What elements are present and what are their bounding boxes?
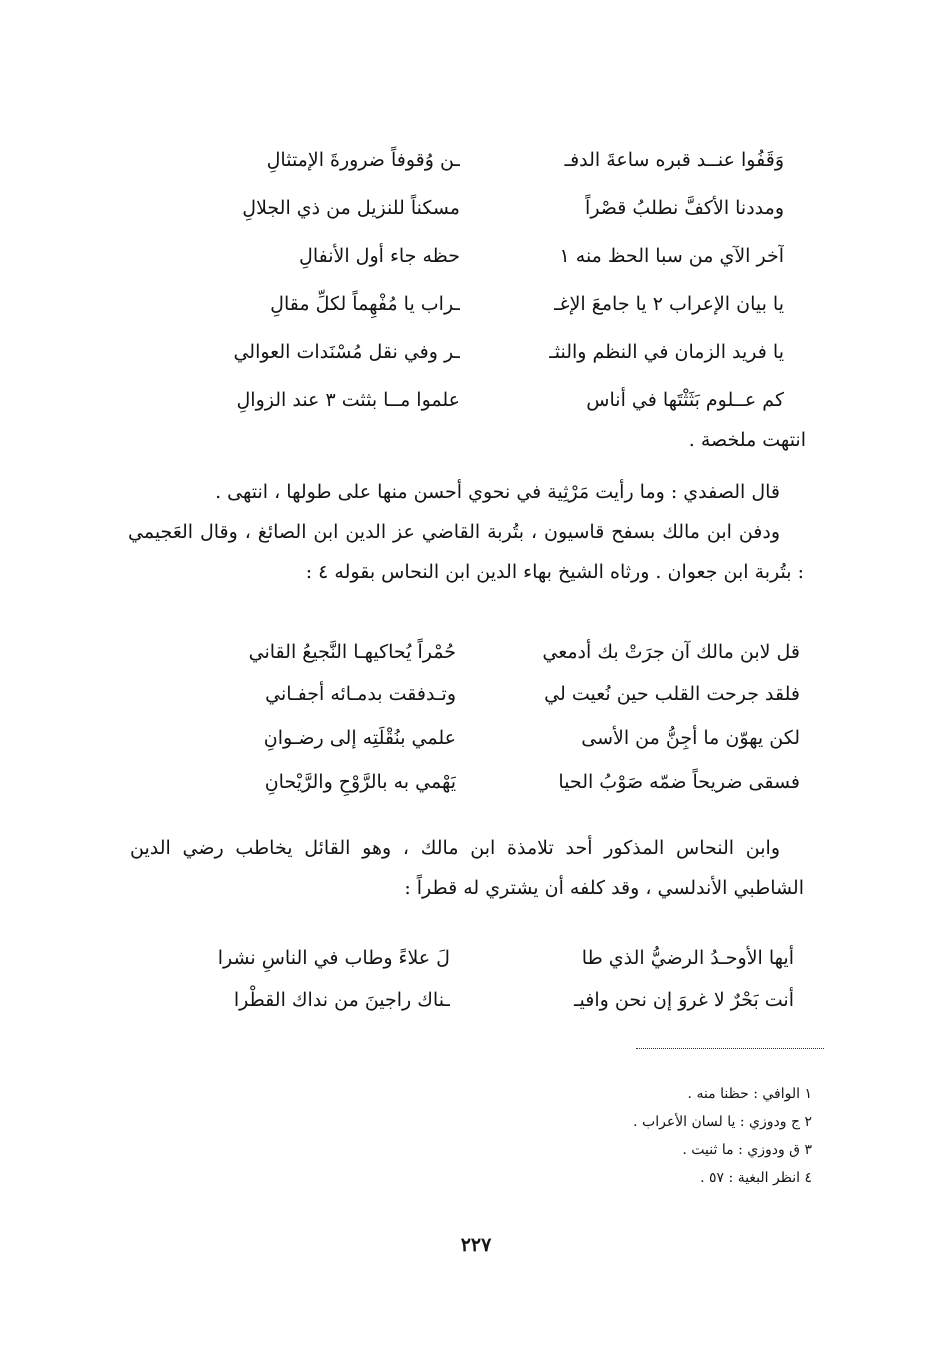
verse-hemistich-right: قل لابن مالك آن جرَتْ بك أدمعي [542,641,800,663]
footnote-item: ٣ ق ودوزي : ما ثنيت . [682,1142,812,1158]
page-number: ٢٢٧ [460,1234,492,1256]
footnote-divider [636,1048,824,1049]
poem-end-note: انتهت ملخصة . [688,429,806,451]
verse-hemistich-left: علمي بنُقْلَتِه إلى رضـوانِ [263,727,456,749]
verse-hemistich-left: وتـدفقت بدمـائه أجفـاني [265,683,456,705]
verse-hemistich-left: ـراب يا مُفْهِماً لكلِّ مقالِ [270,293,460,315]
verse-hemistich-right: فلقد جرحت القلب حين نُعيت لي [544,683,800,705]
footnote-item: ٤ انظر البغية : ٥٧ . [700,1170,812,1186]
verse-hemistich-right: يا فريد الزمان في النظم والنثـ [549,341,784,363]
verse-hemistich-left: علموا مــا بثثت ٣ عند الزوالِ [236,389,460,411]
verse-hemistich-right: لكن يهوّن ما أجِنُّ من الأسى [581,727,800,749]
verse-hemistich-right: أيها الأوحـدُ الرضيُّ الذي طا [581,947,794,969]
verse-hemistich-left: حظه جاء أول الأنفالِ [299,245,460,267]
verse-hemistich-right: ومددنا الأكفَّ نطلبُ قصْراً [585,197,784,219]
verse-hemistich-right: وَقَفُوا عنــد قبره ساعةَ الدفـ [564,149,784,171]
verse-row [150,938,794,978]
paragraph: ودفن ابن مالك بسفح قاسيون ، بتُربة القاضي عز الدين ابن الصائغ ، وقال العَجيمي : بتُربة ابن جعوان . ورثاه الشيخ بهاء الدين ابن النحاس بقوله ٤ : [128,521,804,583]
verse-hemistich-left: حُمْراً يُحاكيهـا النَّجيعُ القاني [248,641,456,663]
footnotes [412,1080,812,1192]
verse-row [150,980,794,1020]
verse-hemistich-left: ـناك راجينَ من نداك القطْرا [233,989,450,1011]
prose-paragraph-2: وابن النحاس المذكور أحد تلامذة ابن مالك ، وهو القائل يخاطب رضي الدين الشاطبي الأندلسي ، وقد كلفه أن يشتري له قطراً : [130,837,804,899]
verse-hemistich-left: لَ علاءً وطاب في الناسِ نشرا [217,947,450,969]
verse-hemistich-right: فسقى ضريحاً ضمّه صَوْبُ الحيا [558,771,800,793]
footnote-item: ٢ ج ودوزي : يا لسان الأعراب . [633,1114,812,1130]
verse-hemistich-left: ـر وفي نقل مُسْنَدات العوالي [233,341,460,363]
verse-hemistich-left: يَهْمي به بالرَّوْحِ والرَّيْحانِ [264,771,456,793]
verse-hemistich-right: يا بيان الإعراب ٢ يا جامعَ الإغـ [554,293,784,315]
verse-hemistich-right: آخر الآي من سبا الحظ منه ١ [559,245,784,267]
verse-hemistich-left: ـن وُقوفاً ضرورةَ الإمتثالِ [266,149,460,171]
verse-hemistich-right: أنت بَحْرٌ لا غروَ إن نحن وافيـ [573,989,794,1011]
footnote-item: ١ الوافي : حظنا منه . [687,1086,812,1102]
paragraph: قال الصفدي : وما رأيت مَرْثِية في نحوي أحسن منها على طولها ، انتهى . [215,481,780,503]
verse-hemistich-right: كم عــلوم بَثَثْتَها في أناس [586,389,784,411]
verse-hemistich-left: مسكناً للنزيل من ذي الجلالِ [242,197,460,219]
